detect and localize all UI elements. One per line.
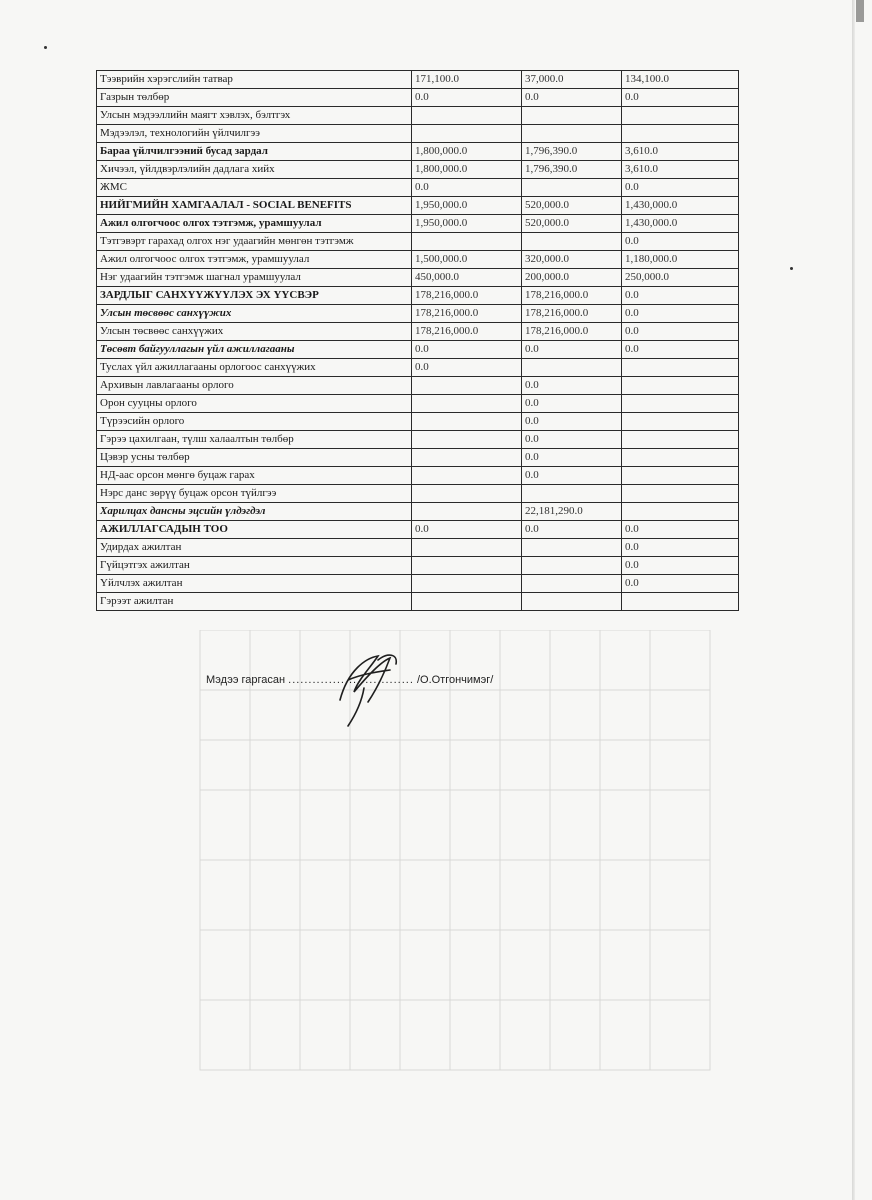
table-row xyxy=(97,197,739,215)
report-table-body xyxy=(97,71,739,611)
actual-value-cell xyxy=(522,539,622,557)
row-label: Нэг удаагийн тэтгэмж шагнал урамшуулал xyxy=(97,269,412,287)
difference-value-cell xyxy=(622,125,739,143)
actual-value-cell: 520,000.0 xyxy=(522,215,622,233)
table-row xyxy=(97,161,739,179)
row-label: Нэрс данс зөрүү буцаж орсон түйлгээ xyxy=(97,485,412,503)
planned-value-cell: 178,216,000.0 xyxy=(412,287,522,305)
planned-value-cell xyxy=(412,503,522,521)
difference-value-cell xyxy=(622,377,739,395)
row-label: Улсын төсвөөс санхүүжих xyxy=(97,305,412,323)
table-row xyxy=(97,125,739,143)
actual-value-cell xyxy=(522,359,622,377)
budget-report-table xyxy=(96,70,739,611)
actual-value-cell xyxy=(522,125,622,143)
difference-value-cell: 1,430,000.0 xyxy=(622,215,739,233)
row-label: Хичээл, үйлдвэрлэлийн дадлага хийх xyxy=(97,161,412,179)
actual-value-cell: 0.0 xyxy=(522,467,622,485)
planned-value-cell xyxy=(412,233,522,251)
table-row xyxy=(97,269,739,287)
actual-value-cell xyxy=(522,233,622,251)
difference-value-cell xyxy=(622,431,739,449)
preparer-name: /О.Отгончимэг/ xyxy=(416,674,494,686)
table-row xyxy=(97,359,739,377)
actual-value-cell xyxy=(522,107,622,125)
actual-value-cell: 0.0 xyxy=(522,413,622,431)
table-row xyxy=(97,539,739,557)
table-row xyxy=(97,107,739,125)
actual-value-cell: 1,796,390.0 xyxy=(522,143,622,161)
actual-value-cell: 1,796,390.0 xyxy=(522,161,622,179)
scan-speck xyxy=(790,267,793,270)
row-label: ЖМС xyxy=(97,179,412,197)
planned-value-cell xyxy=(412,557,522,575)
row-label: Тээврийн хэрэгслийн татвар xyxy=(97,71,412,89)
planned-value-cell xyxy=(412,467,522,485)
table-row xyxy=(97,143,739,161)
row-label: Үйлчлэх ажилтан xyxy=(97,575,412,593)
row-label: Ажил олгогчоос олгох тэтгэмж, урамшуулал xyxy=(97,251,412,269)
planned-value-cell: 0.0 xyxy=(412,89,522,107)
planned-value-cell xyxy=(412,593,522,611)
difference-value-cell: 0.0 xyxy=(622,305,739,323)
table-row xyxy=(97,593,739,611)
difference-value-cell: 0.0 xyxy=(622,575,739,593)
planned-value-cell: 1,800,000.0 xyxy=(412,161,522,179)
actual-value-cell xyxy=(522,575,622,593)
row-label: Гэрээт ажилтан xyxy=(97,593,412,611)
row-label: Ажил олгогчоос олгох тэтгэмж, урамшуулал xyxy=(97,215,412,233)
difference-value-cell: 0.0 xyxy=(622,89,739,107)
actual-value-cell: 37,000.0 xyxy=(522,71,622,89)
scan-speck xyxy=(44,46,47,49)
actual-value-cell: 0.0 xyxy=(522,341,622,359)
table-row xyxy=(97,215,739,233)
row-label: НИЙГМИЙН ХАМГААЛАЛ - SOCIAL BENEFITS xyxy=(97,197,412,215)
difference-value-cell xyxy=(622,485,739,503)
difference-value-cell xyxy=(622,413,739,431)
table-row xyxy=(97,341,739,359)
planned-value-cell: 1,500,000.0 xyxy=(412,251,522,269)
difference-value-cell xyxy=(622,593,739,611)
actual-value-cell: 178,216,000.0 xyxy=(522,287,622,305)
planned-value-cell xyxy=(412,377,522,395)
row-label: Туслах үйл ажиллагааны орлогоос санхүүжих xyxy=(97,359,412,377)
difference-value-cell: 0.0 xyxy=(622,539,739,557)
actual-value-cell: 0.0 xyxy=(522,521,622,539)
page-edge xyxy=(852,0,855,1200)
difference-value-cell xyxy=(622,395,739,413)
planned-value-cell: 178,216,000.0 xyxy=(412,323,522,341)
planned-value-cell xyxy=(412,431,522,449)
planned-value-cell xyxy=(412,575,522,593)
difference-value-cell: 3,610.0 xyxy=(622,143,739,161)
difference-value-cell: 0.0 xyxy=(622,323,739,341)
table-row xyxy=(97,521,739,539)
row-label: Түрээсийн орлого xyxy=(97,413,412,431)
row-label: ЗАРДЛЫГ САНХҮҮЖҮҮЛЭХ ЭХ ҮҮСВЭР xyxy=(97,287,412,305)
row-label: Газрын төлбөр xyxy=(97,89,412,107)
table-row xyxy=(97,71,739,89)
bleed-through-table xyxy=(190,630,720,1140)
difference-value-cell: 3,610.0 xyxy=(622,161,739,179)
table-row xyxy=(97,431,739,449)
row-label: Улсын төсвөөс санхүүжих xyxy=(97,323,412,341)
actual-value-cell: 22,181,290.0 xyxy=(522,503,622,521)
row-label: Бараа үйлчилгээний бусад зардал xyxy=(97,143,412,161)
actual-value-cell: 0.0 xyxy=(522,377,622,395)
difference-value-cell: 0.0 xyxy=(622,341,739,359)
row-label: Тэтгэвэрт гарахад олгох нэг удаагийн мөнгөн тэтгэмж xyxy=(97,233,412,251)
row-label: Гүйцэтгэх ажилтан xyxy=(97,557,412,575)
table-row xyxy=(97,89,739,107)
row-label: Удирдах ажилтан xyxy=(97,539,412,557)
actual-value-cell xyxy=(522,593,622,611)
actual-value-cell: 320,000.0 xyxy=(522,251,622,269)
page-corner-mark xyxy=(856,0,864,22)
difference-value-cell xyxy=(622,467,739,485)
planned-value-cell xyxy=(412,395,522,413)
table-row xyxy=(97,287,739,305)
difference-value-cell: 134,100.0 xyxy=(622,71,739,89)
planned-value-cell xyxy=(412,485,522,503)
difference-value-cell: 0.0 xyxy=(622,557,739,575)
row-label: АЖИЛЛАГСАДЫН ТОО xyxy=(97,521,412,539)
planned-value-cell: 178,216,000.0 xyxy=(412,305,522,323)
actual-value-cell: 200,000.0 xyxy=(522,269,622,287)
table-row xyxy=(97,557,739,575)
table-row xyxy=(97,467,739,485)
difference-value-cell: 0.0 xyxy=(622,233,739,251)
table-row xyxy=(97,575,739,593)
difference-value-cell: 0.0 xyxy=(622,521,739,539)
planned-value-cell xyxy=(412,539,522,557)
planned-value-cell: 171,100.0 xyxy=(412,71,522,89)
difference-value-cell xyxy=(622,359,739,377)
actual-value-cell xyxy=(522,179,622,197)
table-row xyxy=(97,251,739,269)
row-label: Харилцах дансны эцсийн үлдэгдэл xyxy=(97,503,412,521)
actual-value-cell xyxy=(522,485,622,503)
row-label: Архивын лавлагааны орлого xyxy=(97,377,412,395)
actual-value-cell: 0.0 xyxy=(522,449,622,467)
difference-value-cell xyxy=(622,107,739,125)
row-label: Цэвэр усны төлбөр xyxy=(97,449,412,467)
planned-value-cell xyxy=(412,125,522,143)
actual-value-cell: 0.0 xyxy=(522,395,622,413)
signature-dots: ............................... xyxy=(288,674,414,686)
table-row xyxy=(97,179,739,197)
difference-value-cell: 250,000.0 xyxy=(622,269,739,287)
row-label: Орон сууцны орлого xyxy=(97,395,412,413)
planned-value-cell: 0.0 xyxy=(412,179,522,197)
actual-value-cell: 520,000.0 xyxy=(522,197,622,215)
row-label: Мэдээлэл, технологийн үйлчилгээ xyxy=(97,125,412,143)
table-row xyxy=(97,413,739,431)
planned-value-cell: 0.0 xyxy=(412,359,522,377)
actual-value-cell: 178,216,000.0 xyxy=(522,323,622,341)
table-row xyxy=(97,503,739,521)
planned-value-cell: 0.0 xyxy=(412,521,522,539)
difference-value-cell xyxy=(622,503,739,521)
difference-value-cell xyxy=(622,449,739,467)
actual-value-cell: 0.0 xyxy=(522,89,622,107)
row-label: Улсын мэдээллийн маягт хэвлэх, бэлтгэх xyxy=(97,107,412,125)
planned-value-cell: 0.0 xyxy=(412,341,522,359)
planned-value-cell xyxy=(412,449,522,467)
difference-value-cell: 1,430,000.0 xyxy=(622,197,739,215)
actual-value-cell: 0.0 xyxy=(522,431,622,449)
row-label: Гэрээ цахилгаан, түлш халаалтын төлбөр xyxy=(97,431,412,449)
difference-value-cell: 1,180,000.0 xyxy=(622,251,739,269)
table-row xyxy=(97,395,739,413)
planned-value-cell: 1,800,000.0 xyxy=(412,143,522,161)
planned-value-cell: 1,950,000.0 xyxy=(412,215,522,233)
table-row xyxy=(97,449,739,467)
planned-value-cell xyxy=(412,107,522,125)
actual-value-cell xyxy=(522,557,622,575)
difference-value-cell: 0.0 xyxy=(622,287,739,305)
planned-value-cell: 450,000.0 xyxy=(412,269,522,287)
prepared-by-line xyxy=(206,674,493,686)
table-row xyxy=(97,485,739,503)
table-row xyxy=(97,233,739,251)
row-label: Төсөвт байгууллагын үйл ажиллагааны xyxy=(97,341,412,359)
prepared-by-label: Мэдээ гаргасан xyxy=(206,674,286,686)
table-row xyxy=(97,323,739,341)
planned-value-cell: 1,950,000.0 xyxy=(412,197,522,215)
row-label: НД-аас орсон мөнгө буцаж гарах xyxy=(97,467,412,485)
table-row xyxy=(97,305,739,323)
table-row xyxy=(97,377,739,395)
planned-value-cell xyxy=(412,413,522,431)
difference-value-cell: 0.0 xyxy=(622,179,739,197)
actual-value-cell: 178,216,000.0 xyxy=(522,305,622,323)
